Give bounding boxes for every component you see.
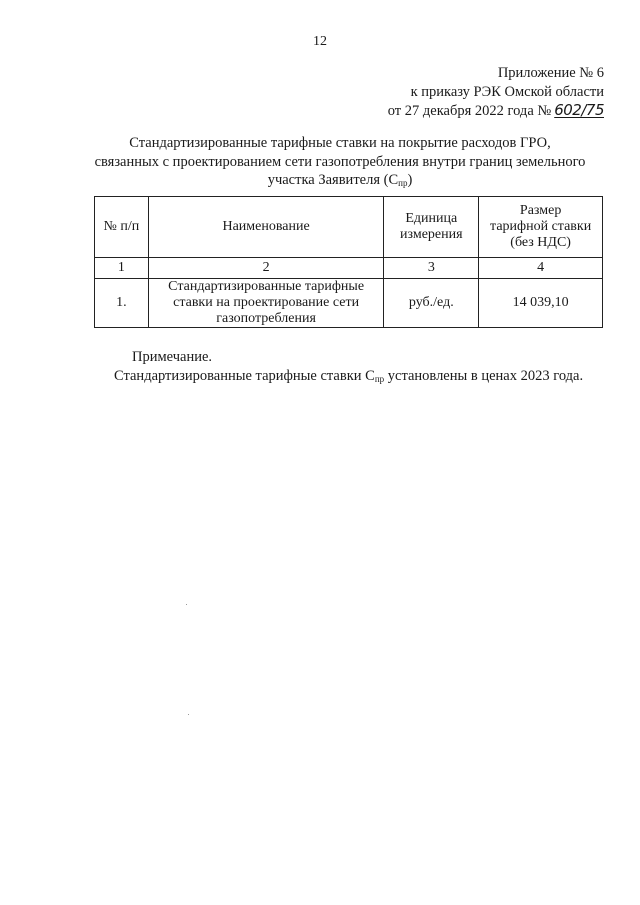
document-title [60, 134, 620, 193]
column-number: 2 [148, 258, 384, 279]
page-number: 12 [313, 34, 327, 49]
header-rate [479, 197, 603, 258]
appendix-line-3 [388, 101, 604, 121]
handwritten-order-number: 602/75 [554, 101, 604, 119]
header-unit-line-2: измерения [400, 227, 463, 242]
appendix-line-2: к приказу РЭК Омской области [410, 83, 604, 100]
row-name-line-1: Стандартизированные тарифные [168, 279, 365, 294]
note-section [114, 348, 604, 388]
row-name-line-3: газопотребления [216, 311, 316, 326]
note-body-end: установлены в ценах 2023 года. [384, 367, 584, 384]
header-rate-line-1: Размер [519, 203, 562, 218]
title-line-2: связанных с проектированием сети газопотребления внутри границ земельного [94, 153, 586, 170]
table-header-row [95, 197, 603, 258]
column-number: 3 [384, 258, 479, 279]
row-value: 14 039,10 [479, 279, 603, 328]
column-number: 1 [95, 258, 149, 279]
order-date: от 27 декабря 2022 года № [387, 103, 552, 119]
scan-speck [188, 714, 189, 715]
note-body-start: Стандартизированные тарифные ставки С [114, 367, 375, 384]
column-number-row [95, 258, 603, 279]
title-subscript: пр [398, 178, 408, 188]
row-unit: руб./ед. [384, 279, 479, 328]
title-line-3-text: участка Заявителя (С [267, 172, 399, 188]
scan-speck [186, 604, 187, 605]
header-unit-line-1: Единица [405, 211, 458, 226]
header-rate-line-2: тарифной ставки [490, 219, 592, 234]
title-line-3-close: ) [407, 172, 413, 188]
note-title: Примечание. [132, 349, 213, 365]
tariff-table [94, 196, 603, 328]
note-subscript: пр [374, 373, 385, 384]
appendix-line-1: Приложение № 6 [497, 65, 604, 81]
title-line-1: Стандартизированные тарифные ставки на покрытие расходов ГРО, [129, 135, 551, 151]
row-name [148, 279, 384, 328]
title-line-3 [60, 171, 620, 193]
column-number: 4 [479, 258, 603, 279]
header-name: Наименование [148, 197, 384, 258]
table-row [95, 279, 603, 328]
row-num: 1. [95, 279, 149, 328]
header-rate-line-3: (без НДС) [510, 235, 571, 250]
header-num: № п/п [95, 197, 149, 258]
row-name-line-2: ставки на проектирование сети [173, 295, 360, 310]
header-unit [384, 197, 479, 258]
appendix-header [388, 64, 604, 121]
note-body [96, 367, 604, 389]
